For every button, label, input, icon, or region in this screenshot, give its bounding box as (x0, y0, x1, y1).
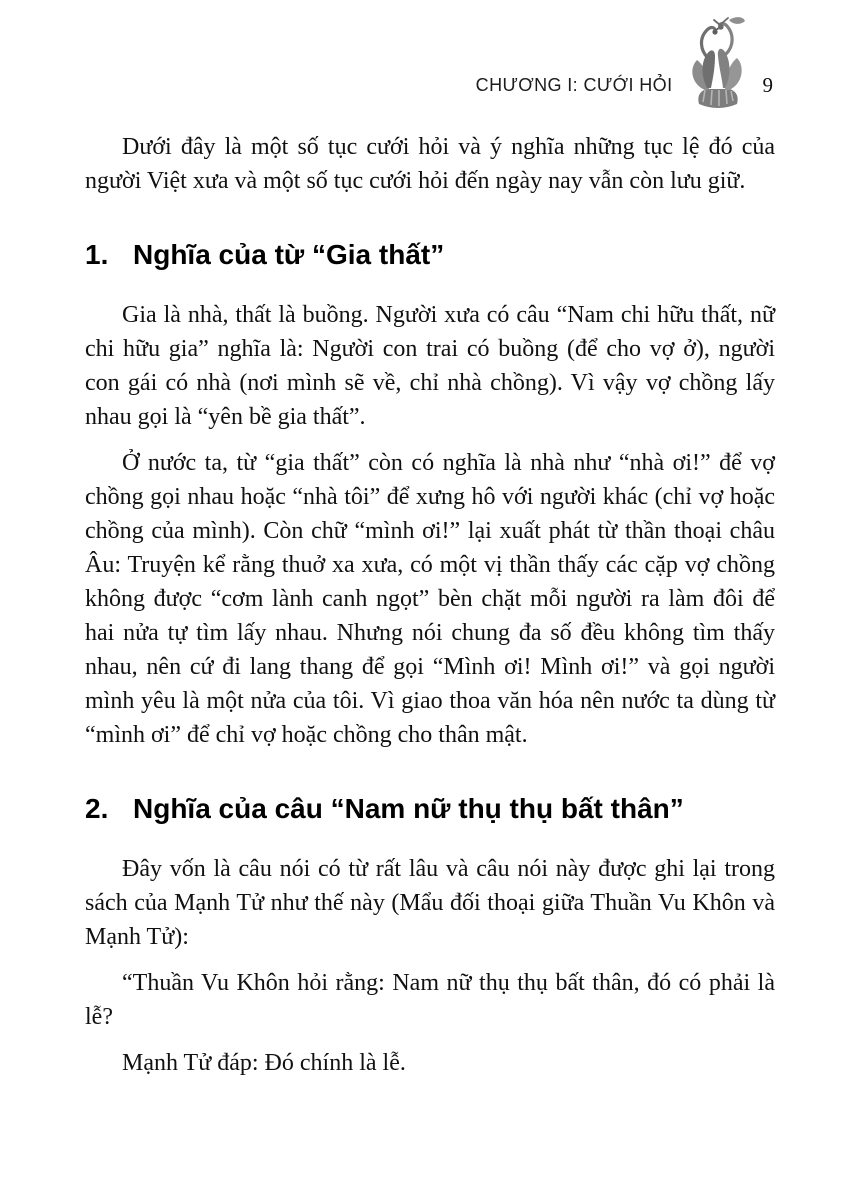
chapter-title: CHƯƠNG I: CƯỚI HỎI (475, 75, 673, 95)
section-2-heading (85, 792, 775, 826)
section-1-number: 1. (85, 239, 109, 270)
page-header (85, 0, 775, 112)
section-2-paragraph-2: “Thuần Vu Khôn hỏi rằng: Nam nữ thụ thụ bất thân, đó có phải là lễ? (85, 970, 775, 1030)
intro-paragraph: Dưới đây là một số tục cưới hỏi và ý nghĩa những tục lệ đó của người Việt xưa và một số tục cưới hỏi đến ngày nay vẫn còn lưu giữ. (85, 134, 775, 194)
section-2-title: Nghĩa của câu “Nam nữ thụ thụ bất thân” (133, 793, 684, 824)
section-1-paragraph-2: Ở nước ta, từ “gia thất” còn có nghĩa là nhà như “nhà ơi!” để vợ chồng gọi nhau hoặc “nhà tôi” để xưng hô với người khác (chỉ vợ hoặc chồng của mình). Còn chữ “mình ơi!” lại xuất phát từ thần thoại châu Âu: Truyện kể rằng thuở xa xưa, có một vị thần thấy các cặp vợ chồng không được “cơm lành canh ngọt” bèn chặt mỗi người ra làm đôi để hai nửa tự tìm lấy nhau. Nhưng nói chung đa số đều không tìm thấy nhau, nên cứ đi lang thang để gọi “Mình ơi! Mình ơi!” và gọi người mình yêu là một nửa của tôi. Vì giao thoa văn hóa nên nước ta dùng từ “mình ơi” để chỉ vợ hoặc chồng cho thân mật. (85, 450, 775, 748)
section-1-paragraph-1: Gia là nhà, thất là buồng. Người xưa có câu “Nam chi hữu thất, nữ chi hữu gia” nghĩa là: Người con trai có buồng (để cho vợ ở), người con gái có nhà (nơi mình sẽ về, chỉ nhà chồng). Vì vậy vợ chồng lấy nhau gọi là “yên bề gia thất”. (85, 302, 775, 430)
section-2-number: 2. (85, 793, 109, 824)
section-1-heading (85, 238, 775, 272)
section-1-title: Nghĩa của từ “Gia thất” (133, 239, 445, 270)
section-2-paragraph-3: Mạnh Tử đáp: Đó chính là lễ. (122, 1050, 406, 1076)
cranes-ornament-icon (685, 14, 749, 112)
section-2-paragraph-1: Đây vốn là câu nói có từ rất lâu và câu nói này được ghi lại trong sách của Mạnh Tử như thế này (Mẩu đối thoại giữa Thuần Vu Khôn và Mạnh Tử): (85, 856, 775, 950)
page-number: 9 (762, 73, 773, 97)
